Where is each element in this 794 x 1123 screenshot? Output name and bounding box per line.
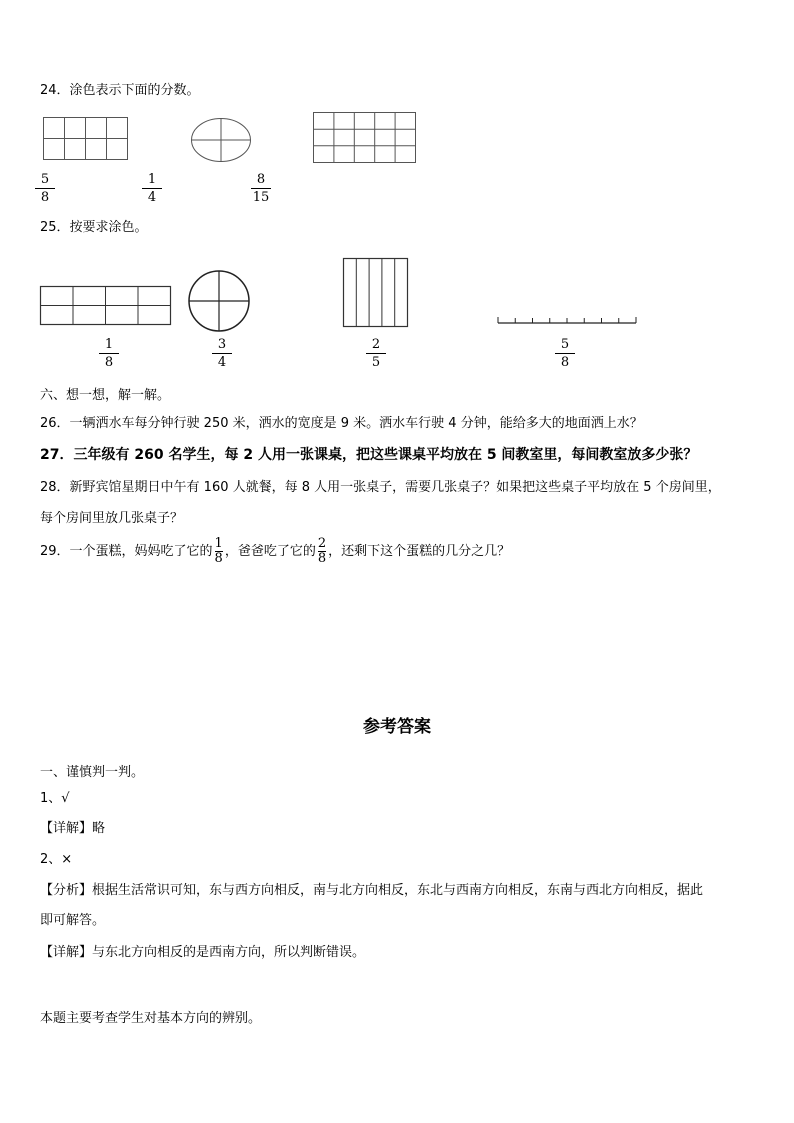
q24-fraction-2 [140, 172, 164, 205]
section-6-heading: 六、想一想，解一解。 [40, 388, 171, 403]
answer-2-analysis-line1: 【分析】根据生活常识可知，东与西方向相反，南与北方向相反，东北与西南方向相反，东南与西北方向相反，据此 [40, 883, 704, 898]
answer-2-detail: 【详解】与东北方向相反的是西南方向，所以判断错误。 [40, 945, 366, 960]
fraction-denominator: 8 [40, 190, 50, 205]
answer-2: 2、× [40, 852, 73, 867]
fraction-numerator: 1 [147, 172, 157, 187]
q25-circle-quarters [187, 269, 251, 333]
fraction-denominator: 8 [214, 551, 223, 566]
q25-rect-5-columns [343, 258, 409, 328]
q29-fraction-1 [215, 537, 223, 566]
fraction-denominator: 5 [371, 355, 381, 370]
q24-fraction-1 [33, 172, 57, 205]
q27-text: 27．三年级有 260 名学生，每 2 人用一张课桌，把这些课桌平均放在 5 间教室里，每间教室放多少张？ [40, 447, 698, 463]
fraction-numerator: 5 [560, 337, 570, 352]
q29-fraction-2 [318, 537, 326, 566]
answers-section-1: 一、谨慎判一判。 [40, 765, 145, 780]
fraction-numerator: 2 [371, 337, 381, 352]
fraction-denominator: 4 [217, 355, 227, 370]
fraction-denominator: 15 [252, 190, 270, 205]
fraction-numerator: 3 [217, 337, 227, 352]
q24-rect-2x4 [43, 117, 128, 161]
q25-fraction-1 [97, 337, 121, 370]
answer-2-analysis-line2: 即可解答。 [40, 913, 106, 928]
q29-text [40, 535, 510, 569]
fraction-denominator: 8 [104, 355, 114, 370]
fraction-numerator: 1 [214, 536, 223, 551]
q24-text: 24．涂色表示下面的分数。 [40, 83, 200, 98]
answer-1-detail: 【详解】略 [40, 821, 106, 836]
q26-text: 26．一辆洒水车每分钟行驶 250 米，洒水的宽度是 9 米。洒水车行驶 4 分钟，能给多大的地面洒上水？ [40, 416, 643, 431]
q25-fraction-4 [553, 337, 577, 370]
q24-ellipse-quarters [190, 117, 252, 163]
q29-part1: 29．一个蛋糕，妈妈吃了它的 [40, 544, 213, 559]
q28-text-line2: 每个房间里放几张桌子？ [40, 511, 184, 526]
fraction-denominator: 4 [147, 190, 157, 205]
q29-part3: ，还剩下这个蛋糕的几分之几？ [328, 544, 511, 559]
q25-segment-ruler [497, 314, 637, 326]
fraction-numerator: 1 [104, 337, 114, 352]
fraction-numerator: 8 [256, 172, 266, 187]
q24-fraction-3 [249, 172, 273, 205]
q25-fraction-2 [210, 337, 234, 370]
q28-text-line1: 28．新野宾馆星期日中午有 160 人就餐，每 8 人用一张桌子，需要几张桌子？如果把这些桌子平均放在 5 个房间里， [40, 480, 721, 495]
q25-fraction-3 [364, 337, 388, 370]
q25-text: 25．按要求涂色。 [40, 220, 148, 235]
fraction-denominator: 8 [560, 355, 570, 370]
fraction-denominator: 8 [317, 551, 327, 566]
answers-title: 参考答案 [363, 717, 431, 737]
fraction-numerator: 2 [317, 536, 327, 551]
fraction-numerator: 5 [40, 172, 50, 187]
answer-1: 1、√ [40, 791, 70, 806]
q24-rect-3x5 [313, 112, 417, 164]
q25-rect-2x4 [40, 286, 172, 326]
q29-part2: ，爸爸吃了它的 [224, 544, 316, 559]
answer-2-summary: 本题主要考查学生对基本方向的辨别。 [40, 1011, 262, 1026]
